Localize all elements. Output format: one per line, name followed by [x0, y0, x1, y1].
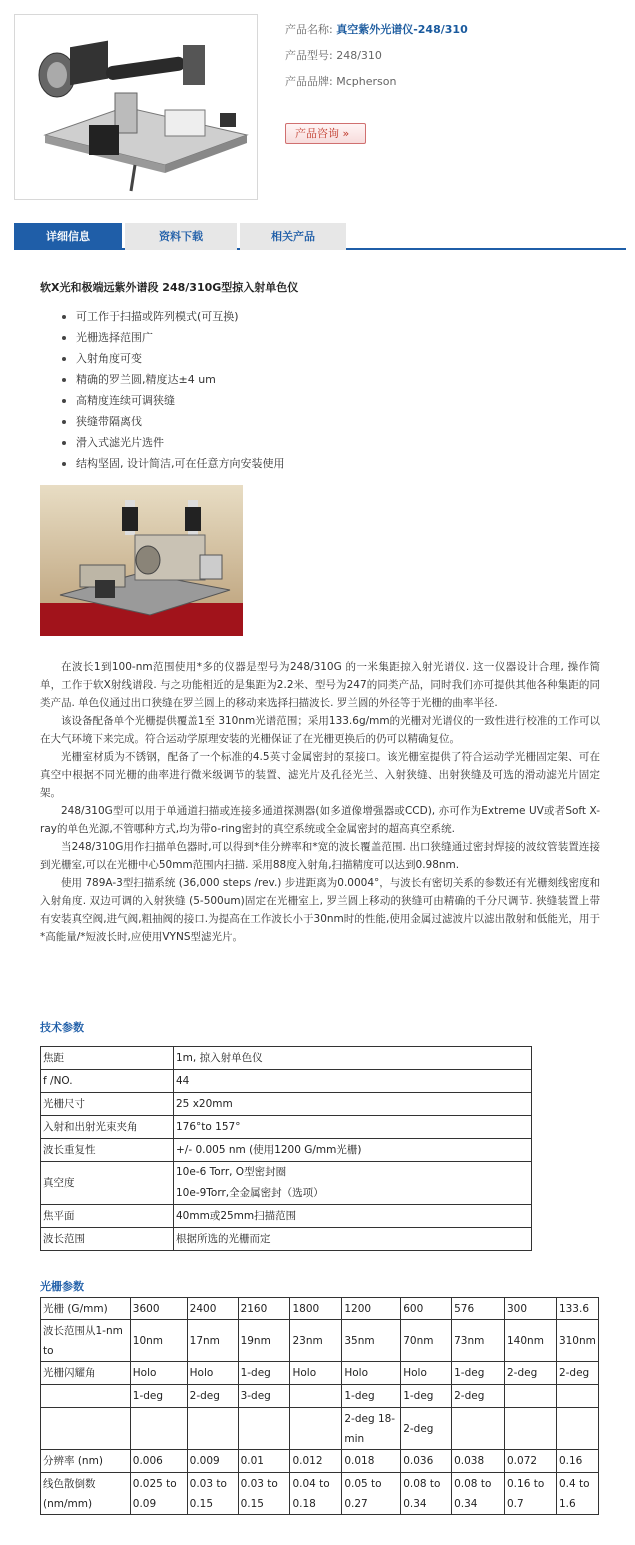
grating-cell: 3600 — [130, 1298, 187, 1320]
description-text — [40, 658, 600, 946]
grating-cell: 0.05 to 0.27 — [342, 1473, 401, 1515]
grating-cell: Holo — [130, 1362, 187, 1385]
grating-cell: 140nm — [505, 1320, 557, 1362]
spec-value: 40mm或25mm扫描范围 — [174, 1205, 532, 1228]
tab-details[interactable]: 详细信息 — [14, 223, 122, 250]
spec-key: 光栅尺寸 — [41, 1093, 174, 1116]
grating-cell: 0.08 to 0.34 — [401, 1473, 452, 1515]
grating-cell — [290, 1385, 342, 1408]
grating-param-label: 分辨率 (nm) — [41, 1450, 131, 1473]
product-info — [285, 22, 625, 100]
spec-value: 1m, 掠入射单色仪 — [174, 1047, 532, 1070]
grating-cell: 1-deg — [342, 1385, 401, 1408]
spec-value: +/- 0.005 nm (使用1200 G/mm光栅) — [174, 1139, 532, 1162]
grating-cell — [556, 1385, 598, 1408]
product-name-value: 真空紫外光谱仪-248/310 — [336, 23, 468, 36]
product-name-label: 产品名称: — [285, 23, 333, 36]
grating-cell: 19nm — [238, 1320, 290, 1362]
feature-item: 精确的罗兰圆,精度达±4 um — [62, 372, 285, 393]
table-row — [41, 1228, 532, 1251]
table-row — [41, 1298, 599, 1320]
grating-heading: 光栅参数 — [40, 1280, 84, 1293]
grating-cell — [130, 1408, 187, 1450]
grating-cell: 2-deg — [452, 1385, 505, 1408]
description-paragraph: 使用 789A-3型扫描系统 (36,000 steps /rev.) 步进距离为0.0004°，与波长有密切关系的参数还有光栅刻线密度和入射角度. 双边可调的入射狭缝 (5-500um)固定在光栅室上, 罗兰圆上移动的狭缝可由精确的千分尺调节. 狭缝装置上带有安装真空阀,进气阀,粗抽阀的接口.为提高在工作波长小于30nm时的性能,使用金属过滤波片以滤出散射和低能光，用于*高能量/*短波长时,应使用VYNS型滤光片。 — [40, 877, 600, 943]
grating-cell: 133.6 — [556, 1298, 598, 1320]
product-image — [14, 14, 258, 200]
grating-cell: 2-deg 18-min — [342, 1408, 401, 1450]
grating-cell: 310nm — [556, 1320, 598, 1362]
table-row — [41, 1362, 599, 1385]
grating-cell: 2400 — [187, 1298, 238, 1320]
grating-cell: 1-deg — [452, 1362, 505, 1385]
grating-cell: 1200 — [342, 1298, 401, 1320]
spec-value-line: 10e-9Torr,全金属密封（选项） — [176, 1187, 324, 1199]
grating-cell — [505, 1385, 557, 1408]
grating-cell: 576 — [452, 1298, 505, 1320]
detail-tabs — [14, 223, 626, 250]
feature-item: 入射角度可变 — [62, 351, 285, 372]
grating-cell: 2-deg — [187, 1385, 238, 1408]
grating-param-label: 光栅 (G/mm) — [41, 1298, 131, 1320]
description-paragraph: 当248/310G用作扫描单色器时,可以得到*佳分辨率和*宽的波长覆盖范围. 出口狭缝通过密封焊接的波纹管装置连接到光栅室,可以在光栅中心50mm范围内扫描. 采用88度入射角,扫描精度可以达到0.98nm. — [40, 841, 600, 871]
grating-cell: Holo — [290, 1362, 342, 1385]
grating-cell: 0.025 to 0.09 — [130, 1473, 187, 1515]
description-paragraph: 在波长1到100-nm范围使用*多的仪器是型号为248/310G 的一米集距掠入射光谱仪. 这一仪器设计合理, 操作简单，工作于软X射线谱段. 与之功能相近的是集距为2.2米、型号为247的同类产品，同时我们亦可提供其他各种集距的同类产品. 单色仪通过出口狭缝在罗兰圆上的移动来选择扫描波长. 罗兰圆的外径等于光栅的曲率半径. — [40, 661, 600, 709]
grating-cell: 1-deg — [401, 1385, 452, 1408]
product-brand-label: 产品品牌: — [285, 75, 333, 88]
grating-cell: 0.018 — [342, 1450, 401, 1473]
grating-cell: 1-deg — [238, 1362, 290, 1385]
grating-cell: 0.036 — [401, 1450, 452, 1473]
grating-cell — [505, 1408, 557, 1450]
grating-cell: 23nm — [290, 1320, 342, 1362]
feature-item: 可工作于扫描或阵列模式(可互换) — [62, 309, 285, 330]
table-row — [41, 1139, 532, 1162]
table-row — [41, 1116, 532, 1139]
grating-cell: 1-deg — [130, 1385, 187, 1408]
specs-table — [40, 1046, 532, 1251]
grating-cell: 0.009 — [187, 1450, 238, 1473]
spec-value — [174, 1162, 532, 1205]
grating-param-label: 光栅闪耀角 — [41, 1362, 131, 1385]
feature-item: 高精度连续可调狭缝 — [62, 393, 285, 414]
grating-cell: 0.006 — [130, 1450, 187, 1473]
grating-cell: 0.038 — [452, 1450, 505, 1473]
spec-key: 波长重复性 — [41, 1139, 174, 1162]
feature-item: 光栅选择范围广 — [62, 330, 285, 351]
grating-cell: 2-deg — [505, 1362, 557, 1385]
detail-title: 软X光和极端远紫外谱段 248/310G型掠入射单色仪 — [40, 281, 299, 294]
grating-param-label — [41, 1385, 131, 1408]
grating-cell: 0.072 — [505, 1450, 557, 1473]
spec-value: 25 x20mm — [174, 1093, 532, 1116]
product-consult-button[interactable]: 产品咨询 » — [285, 123, 366, 144]
grating-param-label: 线色散倒数 (nm/mm) — [41, 1473, 131, 1515]
grating-cell: 300 — [505, 1298, 557, 1320]
table-row — [41, 1205, 532, 1228]
grating-cell: 0.16 — [556, 1450, 598, 1473]
tab-related-products[interactable]: 相关产品 — [240, 223, 346, 250]
spec-value: 44 — [174, 1070, 532, 1093]
grating-cell: 0.08 to 0.34 — [452, 1473, 505, 1515]
spec-key: 入射和出射光束夹角 — [41, 1116, 174, 1139]
product-brand-row — [285, 74, 625, 100]
grating-cell: 10nm — [130, 1320, 187, 1362]
description-paragraph: 该设备配备单个光栅提供覆盖1至 310nm光谱范围；采用133.6g/mm的光栅对光谱仪的一致性进行校准的工作可以在大气环境下来完成。符合运动学原理安装的光栅保证了在光栅更换后的仍可以精确复位。 — [40, 715, 600, 745]
grating-cell — [290, 1408, 342, 1450]
spec-key: 波长范围 — [41, 1228, 174, 1251]
product-model-row — [285, 48, 625, 74]
table-row — [41, 1408, 599, 1450]
grating-cell: 0.01 — [238, 1450, 290, 1473]
grating-cell: 2-deg — [401, 1408, 452, 1450]
grating-cell: 2160 — [238, 1298, 290, 1320]
grating-cell: 3-deg — [238, 1385, 290, 1408]
spec-key: 焦平面 — [41, 1205, 174, 1228]
spec-key: 真空度 — [41, 1162, 174, 1205]
feature-list — [62, 309, 285, 477]
grating-cell: 17nm — [187, 1320, 238, 1362]
description-paragraph: 光栅室材质为不锈钢，配备了一个标准的4.5英寸金属密封的泵接口。该光栅室提供了符合运动学光栅固定架、可在真空中根据不同光栅的曲率进行微米级调节的装置、滤光片及孔径光兰、入射狭缝、出射狭缝及可选的滑动滤光片固定架。 — [40, 751, 600, 799]
grating-cell: 0.03 to 0.15 — [238, 1473, 290, 1515]
table-row — [41, 1320, 599, 1362]
grating-cell — [238, 1408, 290, 1450]
grating-cell — [187, 1408, 238, 1450]
spec-value: 176°to 157° — [174, 1116, 532, 1139]
grating-cell: 0.04 to 0.18 — [290, 1473, 342, 1515]
table-row — [41, 1385, 599, 1408]
monochromator-illustration — [15, 15, 258, 200]
grating-table-body — [41, 1298, 599, 1515]
instrument-photo — [40, 485, 243, 636]
table-row — [41, 1450, 599, 1473]
table-row — [41, 1093, 532, 1116]
grating-cell — [452, 1408, 505, 1450]
grating-param-label — [41, 1408, 131, 1450]
product-name-row — [285, 22, 625, 48]
vacuum-chamber-illustration — [40, 485, 243, 636]
feature-item: 狭缝带隔离伐 — [62, 414, 285, 435]
grating-cell — [556, 1408, 598, 1450]
grating-cell: 0.4 to 1.6 — [556, 1473, 598, 1515]
spec-value: 根据所选的光栅而定 — [174, 1228, 532, 1251]
feature-item: 结构坚固, 设计简洁,可在任意方向安装使用 — [62, 456, 285, 477]
product-model-label: 产品型号: — [285, 49, 333, 62]
grating-cell: 1800 — [290, 1298, 342, 1320]
product-brand-value: Mcpherson — [336, 75, 397, 88]
feature-item: 滑入式滤光片选件 — [62, 435, 285, 456]
grating-cell: 0.012 — [290, 1450, 342, 1473]
table-row — [41, 1070, 532, 1093]
grating-cell: 73nm — [452, 1320, 505, 1362]
grating-cell: Holo — [187, 1362, 238, 1385]
grating-param-label: 波长范围从1-nm to — [41, 1320, 131, 1362]
grating-cell: 70nm — [401, 1320, 452, 1362]
specs-heading: 技术参数 — [40, 1021, 84, 1034]
product-model-value: 248/310 — [336, 49, 382, 62]
grating-cell: Holo — [342, 1362, 401, 1385]
grating-cell: Holo — [401, 1362, 452, 1385]
spec-key: f /NO. — [41, 1070, 174, 1093]
table-row — [41, 1473, 599, 1515]
table-row — [41, 1162, 532, 1205]
grating-table — [40, 1297, 599, 1515]
grating-cell: 600 — [401, 1298, 452, 1320]
spec-value-line: 10e-6 Torr, O型密封圈 — [176, 1166, 287, 1178]
grating-cell: 2-deg — [556, 1362, 598, 1385]
grating-cell: 0.16 to 0.7 — [505, 1473, 557, 1515]
table-row — [41, 1047, 532, 1070]
description-paragraph: 248/310G型可以用于单通道扫描或连接多通道探测器(如多道像增强器或CCD), 亦可作为Extreme UV或者Soft X-ray的单色光源,不管哪种方式,均为带o-ring密封的真空系统或全金属密封的超高真空系统. — [40, 805, 600, 835]
grating-cell: 35nm — [342, 1320, 401, 1362]
spec-key: 焦距 — [41, 1047, 174, 1070]
grating-cell: 0.03 to 0.15 — [187, 1473, 238, 1515]
tab-downloads[interactable]: 资料下载 — [125, 223, 237, 250]
